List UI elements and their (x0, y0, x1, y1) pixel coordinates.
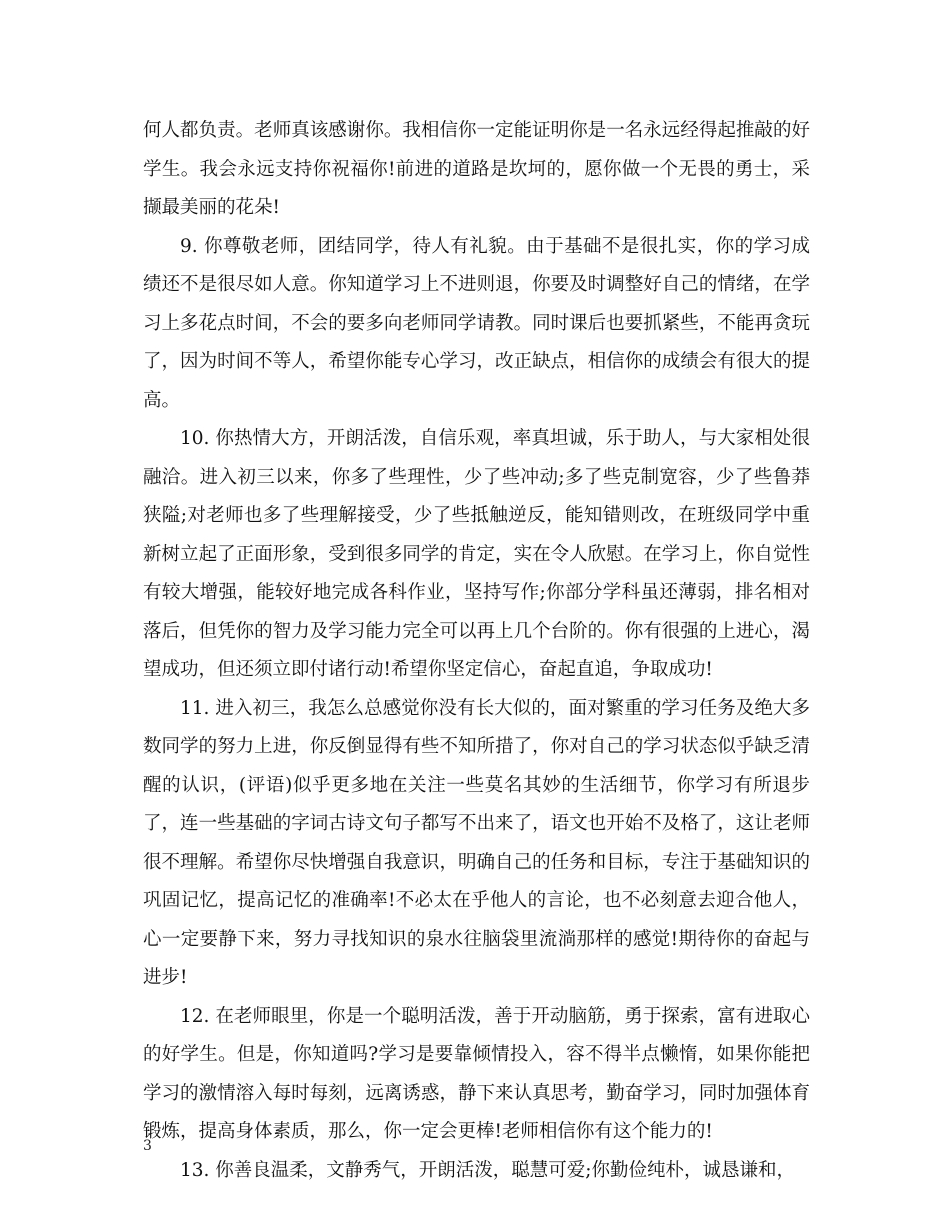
page-number: 3 (143, 1138, 152, 1154)
paragraph-item-10: 10. 你热情大方，开朗活泼，自信乐观，率真坦诚，乐于助人，与大家相处很融洽。进入初三以来，你多了些理性，少了些冲动;多了些克制宽容，少了些鲁莽狭隘;对老师也多了些理解接受，少了些抵触逆反，能知错则改，在班级同学中重新树立起了正面形象，受到很多同学的肯定，实在令人欣慰。在学习上，你自觉性有较大增强，能较好地完成各科作业，坚持写作;你部分学科虽还薄弱，排名相对落后，但凭你的智力及学习能力完全可以再上几个台阶的。你有很强的上进心，渴望成功，但还须立即付诸行动!希望你坚定信心，奋起直追，争取成功! (143, 428, 810, 680)
paragraph-item-12: 12. 在老师眼里，你是一个聪明活泼，善于开动脑筋，勇于探索，富有进取心的好学生。但是，你知道吗?学习是要靠倾情投入，容不得半点懒惰，如果你能把学习的激情溶入每时每刻，远离诱惑，静下来认真思考，勤奋学习，同时加强体育锻炼，提高身体素质，那么，你一定会更棒!老师相信你有这个能力的! (143, 1005, 810, 1142)
paragraph-item-13: 13. 你善良温柔，文静秀气，开朗活泼，聪慧可爱;你勤俭纯朴，诚恳谦和， (180, 1159, 796, 1181)
paragraph-item-11: 11. 进入初三，我怎么总感觉你没有长大似的，面对繁重的学习任务及绝大多数同学的努力上进，你反倒显得有些不知所措了，你对自己的学习状态似乎缺乏清醒的认识，(评语)似乎更多地在关注一些莫名其妙的生活细节，你学习有所退步了，连一些基础的字词古诗文句子都写不出来了，语文也开始不及格了，这让老师很不理解。希望你尽快增强自我意识，明确自己的任务和目标，专注于基础知识的巩固记忆，提高记忆的准确率!不必太在乎他人的言论，也不必刻意去迎合他人，心一定要静下来，努力寻找知识的泉水往脑袋里流淌那样的感觉!期待你的奋起与进步! (143, 697, 810, 988)
paragraph-continued: 何人都负责。老师真该感谢你。我相信你一定能证明你是一名永远经得起推敲的好学生。我会永远支持你祝福你!前进的道路是坎坷的，愿你做一个无畏的勇士，采撷最美丽的花朵! (143, 120, 810, 218)
paragraph-item-9: 9. 你尊敬老师，团结同学，待人有礼貌。由于基础不是很扎实，你的学习成绩还不是很尽如人意。你知道学习上不进则退，你要及时调整好自己的情绪，在学习上多花点时间，不会的要多向老师同学请教。同时课后也要抓紧些，不能再贪玩了，因为时间不等人，希望你能专心学习，改正缺点，相信你的成绩会有很大的提高。 (143, 235, 810, 411)
document-body (143, 112, 810, 1190)
